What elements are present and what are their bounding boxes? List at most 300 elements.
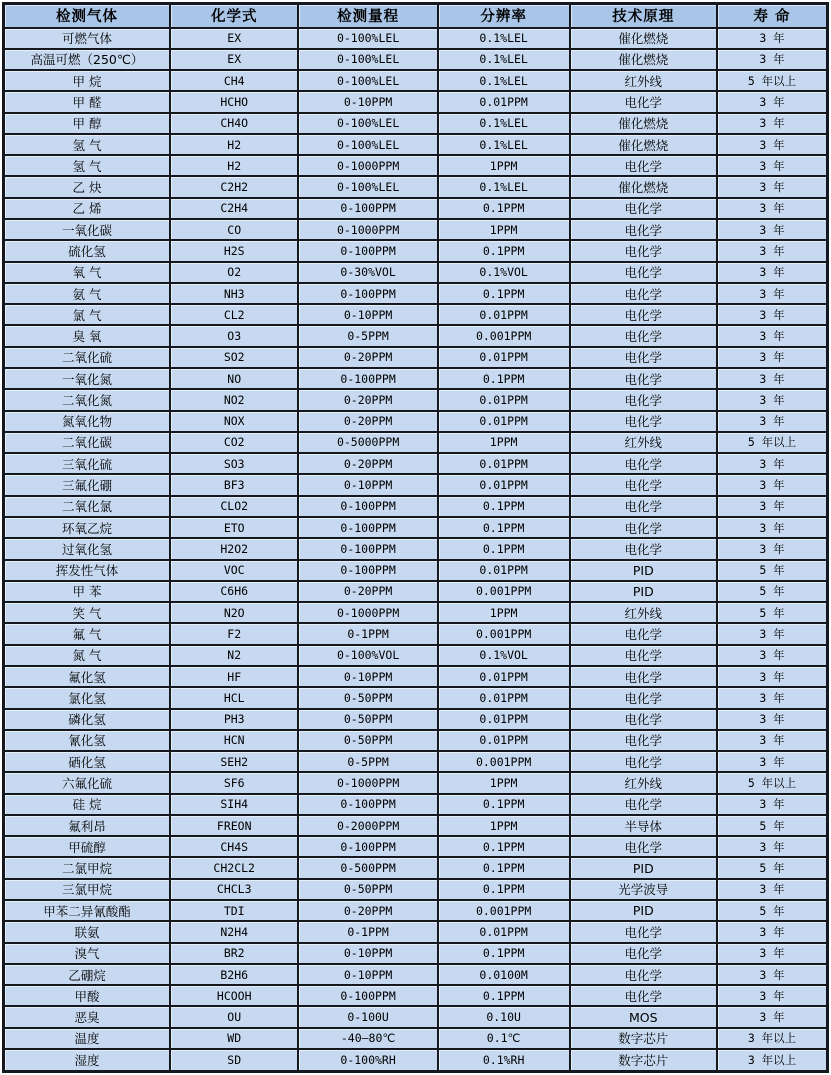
cell-principle: 电化学 [570, 283, 717, 304]
cell-life: 5 年 [717, 560, 827, 581]
table-row [4, 262, 828, 283]
cell-gas: 甲 苯 [4, 581, 170, 602]
cell-resolution: 0.1%LEL [438, 49, 570, 70]
table-row [4, 389, 828, 410]
cell-gas: 氯化氢 [4, 687, 170, 708]
cell-life: 3 年 [717, 687, 827, 708]
cell-principle: 电化学 [570, 262, 717, 283]
cell-resolution: 1PPM [438, 815, 570, 836]
cell-principle: 电化学 [570, 623, 717, 644]
cell-resolution: 0.01PPM [438, 730, 570, 751]
cell-range: 0-100PPM [298, 794, 437, 815]
cell-formula: C6H6 [170, 581, 299, 602]
cell-resolution: 0.01PPM [438, 666, 570, 687]
cell-range: 0-100PPM [298, 836, 437, 857]
table-row [4, 219, 828, 240]
cell-principle: PID [570, 560, 717, 581]
column-header-formula: 化学式 [170, 4, 299, 28]
cell-principle: 电化学 [570, 730, 717, 751]
cell-formula: O3 [170, 325, 299, 346]
cell-gas: 硫化氢 [4, 240, 170, 261]
cell-range: 0-2000PPM [298, 815, 437, 836]
cell-principle: 电化学 [570, 751, 717, 772]
cell-range: 0-100PPM [298, 560, 437, 581]
cell-resolution: 0.01PPM [438, 347, 570, 368]
cell-gas: 甲硫醇 [4, 836, 170, 857]
cell-life: 3 年 [717, 453, 827, 474]
cell-resolution: 0.1PPM [438, 538, 570, 559]
cell-range: 0-100%LEL [298, 70, 437, 91]
cell-gas: 乙 烯 [4, 198, 170, 219]
cell-gas: 氢 气 [4, 134, 170, 155]
cell-resolution: 0.001PPM [438, 623, 570, 644]
cell-gas: 三氟化硼 [4, 474, 170, 495]
cell-principle: 电化学 [570, 304, 717, 325]
cell-principle: 红外线 [570, 772, 717, 793]
cell-gas: 二氧化硫 [4, 347, 170, 368]
cell-formula: H2 [170, 134, 299, 155]
cell-resolution: 1PPM [438, 432, 570, 453]
cell-resolution: 0.1%LEL [438, 134, 570, 155]
table-row [4, 453, 828, 474]
cell-principle: PID [570, 857, 717, 878]
cell-life: 3 年 [717, 368, 827, 389]
cell-range: 0-50PPM [298, 709, 437, 730]
cell-range: 0-20PPM [298, 389, 437, 410]
cell-formula: BR2 [170, 943, 299, 964]
cell-life: 3 年 [717, 28, 827, 49]
cell-life: 5 年 [717, 900, 827, 921]
cell-gas: 甲苯二异氰酸酯 [4, 900, 170, 921]
cell-life: 3 年以上 [717, 1049, 827, 1072]
cell-formula: EX [170, 28, 299, 49]
cell-resolution: 0.1PPM [438, 517, 570, 538]
table-row [4, 751, 828, 772]
cell-life: 3 年 [717, 1006, 827, 1027]
table-row [4, 964, 828, 985]
cell-life: 3 年以上 [717, 1028, 827, 1049]
cell-principle: 电化学 [570, 389, 717, 410]
cell-resolution: 0.01PPM [438, 474, 570, 495]
cell-range: 0-10PPM [298, 304, 437, 325]
column-header-principle: 技术原理 [570, 4, 717, 28]
cell-principle: 电化学 [570, 794, 717, 815]
cell-formula: C2H4 [170, 198, 299, 219]
table-row [4, 28, 828, 49]
column-header-life: 寿 命 [717, 4, 827, 28]
table-row [4, 411, 828, 432]
cell-principle: 催化燃烧 [570, 28, 717, 49]
cell-life: 3 年 [717, 623, 827, 644]
cell-life: 3 年 [717, 730, 827, 751]
cell-formula: SO2 [170, 347, 299, 368]
cell-formula: CH4 [170, 70, 299, 91]
cell-formula: PH3 [170, 709, 299, 730]
cell-gas: 三氯甲烷 [4, 879, 170, 900]
table-row [4, 325, 828, 346]
cell-formula: HCN [170, 730, 299, 751]
cell-life: 3 年 [717, 709, 827, 730]
table-row [4, 581, 828, 602]
cell-range: 0-10PPM [298, 91, 437, 112]
table-row [4, 155, 828, 176]
cell-formula: SIH4 [170, 794, 299, 815]
cell-principle: 电化学 [570, 496, 717, 517]
cell-life: 5 年以上 [717, 70, 827, 91]
cell-gas: 甲 醛 [4, 91, 170, 112]
cell-life: 3 年 [717, 262, 827, 283]
table-row [4, 645, 828, 666]
cell-resolution: 0.1PPM [438, 943, 570, 964]
cell-gas: 湿度 [4, 1049, 170, 1072]
cell-principle: 红外线 [570, 602, 717, 623]
cell-range: 0-100PPM [298, 985, 437, 1006]
cell-formula: CHCL3 [170, 879, 299, 900]
table-row [4, 134, 828, 155]
cell-formula: NOX [170, 411, 299, 432]
table-row [4, 432, 828, 453]
cell-gas: 臭 氧 [4, 325, 170, 346]
cell-principle: 电化学 [570, 709, 717, 730]
cell-formula: HCL [170, 687, 299, 708]
cell-principle: 催化燃烧 [570, 134, 717, 155]
cell-principle: 光学波导 [570, 879, 717, 900]
table-row [4, 815, 828, 836]
cell-principle: PID [570, 581, 717, 602]
cell-range: 0-1000PPM [298, 219, 437, 240]
cell-range: -40—80℃ [298, 1028, 437, 1049]
cell-gas: 氧 气 [4, 262, 170, 283]
header-row [4, 4, 828, 28]
cell-range: 0-100PPM [298, 283, 437, 304]
cell-gas: 氟 气 [4, 623, 170, 644]
cell-gas: 氮氧化物 [4, 411, 170, 432]
cell-resolution: 0.001PPM [438, 900, 570, 921]
cell-resolution: 0.1PPM [438, 794, 570, 815]
cell-life: 3 年 [717, 666, 827, 687]
table-row [4, 666, 828, 687]
cell-range: 0-50PPM [298, 730, 437, 751]
cell-range: 0-5PPM [298, 325, 437, 346]
cell-resolution: 0.001PPM [438, 581, 570, 602]
cell-gas: 二氯甲烷 [4, 857, 170, 878]
cell-range: 0-100PPM [298, 368, 437, 389]
cell-life: 5 年 [717, 581, 827, 602]
cell-formula: CO [170, 219, 299, 240]
cell-principle: 电化学 [570, 985, 717, 1006]
cell-resolution: 0.01PPM [438, 687, 570, 708]
cell-range: 0-100PPM [298, 538, 437, 559]
column-header-gas: 检测气体 [4, 4, 170, 28]
cell-gas: 六氟化硫 [4, 772, 170, 793]
table-row [4, 176, 828, 197]
cell-resolution: 0.001PPM [438, 751, 570, 772]
cell-formula: NH3 [170, 283, 299, 304]
cell-life: 3 年 [717, 347, 827, 368]
cell-principle: 电化学 [570, 964, 717, 985]
table-row [4, 602, 828, 623]
cell-gas: 甲 醇 [4, 113, 170, 134]
cell-range: 0-20PPM [298, 581, 437, 602]
cell-principle: 电化学 [570, 219, 717, 240]
cell-range: 0-1PPM [298, 921, 437, 942]
cell-formula: WD [170, 1028, 299, 1049]
table-row [4, 921, 828, 942]
cell-formula: N2O [170, 602, 299, 623]
cell-resolution: 0.1PPM [438, 836, 570, 857]
cell-life: 5 年 [717, 602, 827, 623]
cell-range: 0-20PPM [298, 453, 437, 474]
cell-principle: 电化学 [570, 836, 717, 857]
cell-life: 3 年 [717, 325, 827, 346]
cell-gas: 恶臭 [4, 1006, 170, 1027]
cell-gas: 氨 气 [4, 283, 170, 304]
cell-gas: 乙硼烷 [4, 964, 170, 985]
cell-gas: 甲 烷 [4, 70, 170, 91]
column-header-range: 检测量程 [298, 4, 437, 28]
cell-gas: 二氧化碳 [4, 432, 170, 453]
cell-principle: 数字芯片 [570, 1028, 717, 1049]
cell-gas: 二氧化氮 [4, 389, 170, 410]
cell-resolution: 0.01PPM [438, 304, 570, 325]
cell-life: 3 年 [717, 645, 827, 666]
table-row [4, 836, 828, 857]
table-row [4, 1028, 828, 1049]
cell-range: 0-5PPM [298, 751, 437, 772]
cell-principle: 电化学 [570, 347, 717, 368]
cell-gas: 环氧乙烷 [4, 517, 170, 538]
cell-gas: 甲酸 [4, 985, 170, 1006]
cell-resolution: 0.01PPM [438, 709, 570, 730]
cell-principle: 数字芯片 [570, 1049, 717, 1072]
table-row [4, 794, 828, 815]
cell-life: 3 年 [717, 879, 827, 900]
gas-sensor-spec-table [2, 2, 829, 1073]
cell-resolution: 0.1%RH [438, 1049, 570, 1072]
cell-resolution: 0.0100M [438, 964, 570, 985]
cell-formula: NO2 [170, 389, 299, 410]
cell-principle: 电化学 [570, 474, 717, 495]
cell-formula: SD [170, 1049, 299, 1072]
table-row [4, 1006, 828, 1027]
cell-resolution: 0.1%LEL [438, 70, 570, 91]
cell-principle: 半导体 [570, 815, 717, 836]
cell-formula: CH2CL2 [170, 857, 299, 878]
cell-resolution: 0.01PPM [438, 411, 570, 432]
table-row [4, 198, 828, 219]
cell-resolution: 0.01PPM [438, 389, 570, 410]
cell-gas: 乙 炔 [4, 176, 170, 197]
cell-life: 3 年 [717, 496, 827, 517]
cell-range: 0-100%LEL [298, 113, 437, 134]
cell-range: 0-1000PPM [298, 155, 437, 176]
cell-principle: 电化学 [570, 943, 717, 964]
cell-resolution: 0.001PPM [438, 325, 570, 346]
cell-range: 0-50PPM [298, 879, 437, 900]
cell-formula: H2O2 [170, 538, 299, 559]
cell-gas: 可燃气体 [4, 28, 170, 49]
cell-principle: 电化学 [570, 517, 717, 538]
cell-formula: B2H6 [170, 964, 299, 985]
cell-life: 3 年 [717, 176, 827, 197]
table-row [4, 347, 828, 368]
cell-life: 3 年 [717, 921, 827, 942]
cell-principle: 电化学 [570, 453, 717, 474]
cell-gas: 二氧化氯 [4, 496, 170, 517]
cell-principle: 电化学 [570, 921, 717, 942]
table-row [4, 879, 828, 900]
table-row [4, 283, 828, 304]
cell-life: 5 年以上 [717, 432, 827, 453]
table-row [4, 49, 828, 70]
cell-formula: CH4O [170, 113, 299, 134]
table-row [4, 368, 828, 389]
cell-life: 3 年 [717, 794, 827, 815]
cell-principle: 催化燃烧 [570, 49, 717, 70]
cell-gas: 笑 气 [4, 602, 170, 623]
cell-principle: 电化学 [570, 198, 717, 219]
cell-range: 0-100PPM [298, 198, 437, 219]
cell-life: 5 年 [717, 857, 827, 878]
cell-formula: EX [170, 49, 299, 70]
cell-gas: 氟利昂 [4, 815, 170, 836]
table-row [4, 538, 828, 559]
cell-formula: HCOOH [170, 985, 299, 1006]
cell-gas: 联氨 [4, 921, 170, 942]
cell-formula: C2H2 [170, 176, 299, 197]
cell-range: 0-30%VOL [298, 262, 437, 283]
cell-formula: ETO [170, 517, 299, 538]
table-row [4, 623, 828, 644]
cell-resolution: 1PPM [438, 155, 570, 176]
cell-formula: OU [170, 1006, 299, 1027]
cell-principle: 电化学 [570, 687, 717, 708]
cell-range: 0-20PPM [298, 347, 437, 368]
cell-formula: H2S [170, 240, 299, 261]
cell-life: 3 年 [717, 113, 827, 134]
cell-formula: CLO2 [170, 496, 299, 517]
cell-formula: FREON [170, 815, 299, 836]
cell-gas: 高温可燃（250℃） [4, 49, 170, 70]
table-row [4, 91, 828, 112]
cell-resolution: 0.1PPM [438, 879, 570, 900]
cell-life: 3 年 [717, 198, 827, 219]
cell-gas: 一氧化碳 [4, 219, 170, 240]
cell-principle: 电化学 [570, 325, 717, 346]
cell-resolution: 0.10U [438, 1006, 570, 1027]
cell-formula: TDI [170, 900, 299, 921]
cell-formula: CO2 [170, 432, 299, 453]
cell-life: 3 年 [717, 134, 827, 155]
cell-resolution: 0.1%LEL [438, 28, 570, 49]
cell-range: 0-100U [298, 1006, 437, 1027]
cell-gas: 氢 气 [4, 155, 170, 176]
cell-gas: 温度 [4, 1028, 170, 1049]
cell-life: 3 年 [717, 943, 827, 964]
cell-life: 3 年 [717, 283, 827, 304]
cell-range: 0-100PPM [298, 240, 437, 261]
table-row [4, 517, 828, 538]
cell-range: 0-100%VOL [298, 645, 437, 666]
cell-life: 5 年以上 [717, 772, 827, 793]
cell-formula: BF3 [170, 474, 299, 495]
cell-range: 0-1000PPM [298, 772, 437, 793]
cell-life: 3 年 [717, 474, 827, 495]
cell-formula: O2 [170, 262, 299, 283]
cell-formula: SEH2 [170, 751, 299, 772]
cell-life: 3 年 [717, 538, 827, 559]
cell-life: 3 年 [717, 389, 827, 410]
cell-range: 0-500PPM [298, 857, 437, 878]
table-row [4, 474, 828, 495]
cell-life: 3 年 [717, 91, 827, 112]
cell-life: 3 年 [717, 219, 827, 240]
cell-gas: 过氧化氢 [4, 538, 170, 559]
cell-gas: 磷化氢 [4, 709, 170, 730]
cell-resolution: 0.1%VOL [438, 262, 570, 283]
cell-life: 3 年 [717, 964, 827, 985]
cell-resolution: 1PPM [438, 219, 570, 240]
cell-range: 0-100PPM [298, 517, 437, 538]
cell-principle: 电化学 [570, 645, 717, 666]
cell-principle: 电化学 [570, 666, 717, 687]
table-row [4, 857, 828, 878]
cell-life: 3 年 [717, 411, 827, 432]
cell-resolution: 0.1PPM [438, 496, 570, 517]
cell-resolution: 0.1PPM [438, 283, 570, 304]
gas-table-body [4, 28, 828, 1072]
cell-resolution: 0.1℃ [438, 1028, 570, 1049]
cell-principle: 红外线 [570, 70, 717, 91]
cell-resolution: 0.1PPM [438, 198, 570, 219]
cell-gas: 一氧化氮 [4, 368, 170, 389]
cell-range: 0-20PPM [298, 900, 437, 921]
cell-resolution: 0.1PPM [438, 368, 570, 389]
table-row [4, 687, 828, 708]
cell-range: 0-10PPM [298, 943, 437, 964]
cell-formula: NO [170, 368, 299, 389]
cell-gas: 氯 气 [4, 304, 170, 325]
cell-range: 0-10PPM [298, 474, 437, 495]
table-row [4, 900, 828, 921]
cell-life: 3 年 [717, 304, 827, 325]
cell-formula: SF6 [170, 772, 299, 793]
table-row [4, 560, 828, 581]
cell-formula: CL2 [170, 304, 299, 325]
cell-principle: 催化燃烧 [570, 176, 717, 197]
cell-range: 0-1000PPM [298, 602, 437, 623]
cell-principle: PID [570, 900, 717, 921]
cell-principle: 催化燃烧 [570, 113, 717, 134]
cell-life: 5 年 [717, 815, 827, 836]
cell-range: 0-5000PPM [298, 432, 437, 453]
cell-formula: F2 [170, 623, 299, 644]
cell-range: 0-10PPM [298, 666, 437, 687]
cell-formula: HCHO [170, 91, 299, 112]
cell-resolution: 0.1PPM [438, 985, 570, 1006]
cell-principle: 电化学 [570, 368, 717, 389]
column-header-resolution: 分辨率 [438, 4, 570, 28]
gas-table-head [4, 4, 828, 28]
table-row [4, 1049, 828, 1072]
table-row [4, 113, 828, 134]
cell-principle: 电化学 [570, 411, 717, 432]
cell-range: 0-10PPM [298, 964, 437, 985]
cell-formula: SO3 [170, 453, 299, 474]
cell-gas: 硒化氢 [4, 751, 170, 772]
cell-range: 0-100%LEL [298, 49, 437, 70]
cell-resolution: 0.1PPM [438, 857, 570, 878]
